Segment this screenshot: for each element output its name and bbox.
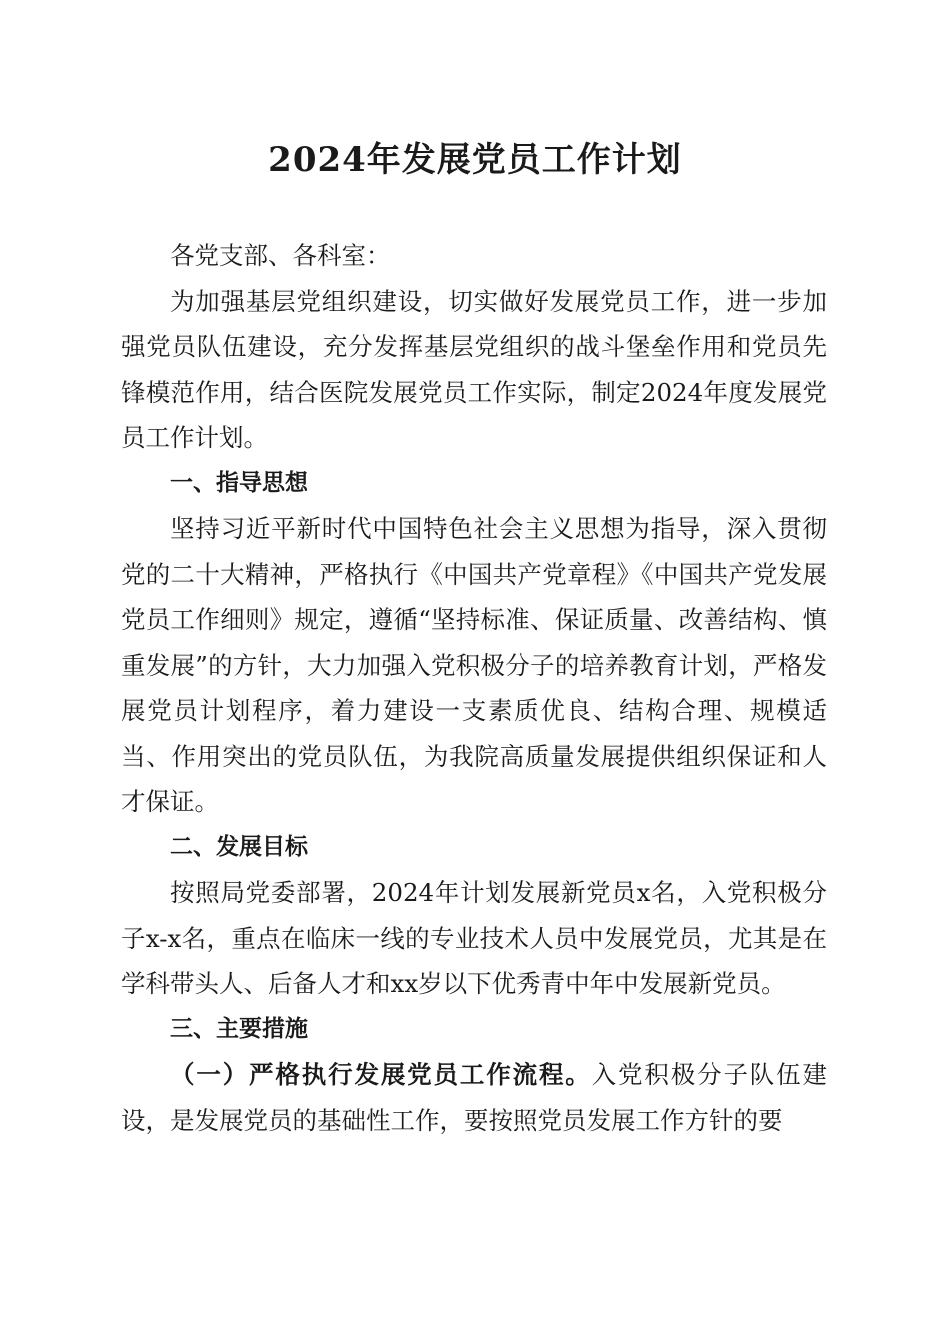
section-heading-goals: 二、发展目标: [170, 833, 308, 860]
section-heading-measures: 三、主要措施: [170, 1015, 308, 1042]
measure-subheading: （一）严格执行发展党员工作流程。: [170, 1060, 592, 1089]
document-body: [121, 233, 827, 1143]
section-text-guiding-ideology: 坚持习近平新时代中国特色社会主义思想为指导，深入贯彻党的二十大精神，严格执行《中国共产党章程》《中国共产党发展党员工作细则》规定，遵循“坚持标准、保证质量、改善结构、慎重发展”的方针，大力加强入党积极分子的培养教育计划，严格发展党员计划程序，着力建设一支素质优良、结构合理、规模适当、作用突出的党员队伍，为我院高质量发展提供组织保证和人才保证。: [121, 514, 827, 816]
document-title: 2024年发展党员工作计划: [268, 140, 682, 180]
section-text-goals: 按照局党委部署，2024年计划发展新党员x名，入党积极分子x-x名，重点在临床一线的专业技术人员中发展党员，尤其是在学科带头人、后备人才和xx岁以下优秀青中年中发展新党员。: [121, 878, 827, 998]
intro-paragraph: 为加强基层党组织建设，切实做好发展党员工作，进一步加强党员队伍建设，充分发挥基层党组织的战斗堡垒作用和党员先锋模范作用，结合医院发展党员工作实际，制定2024年度发展党员工作计划。: [121, 286, 827, 452]
salutation: 各党支部、各科室：: [170, 241, 391, 270]
measure-text: 入党积极分子队伍建设，是发展党员的基础性工作，要按照党员发展工作方针的要: [121, 1060, 828, 1135]
measure-paragraph: [121, 1052, 827, 1143]
section-heading-guiding-ideology: 一、指导思想: [170, 469, 308, 496]
